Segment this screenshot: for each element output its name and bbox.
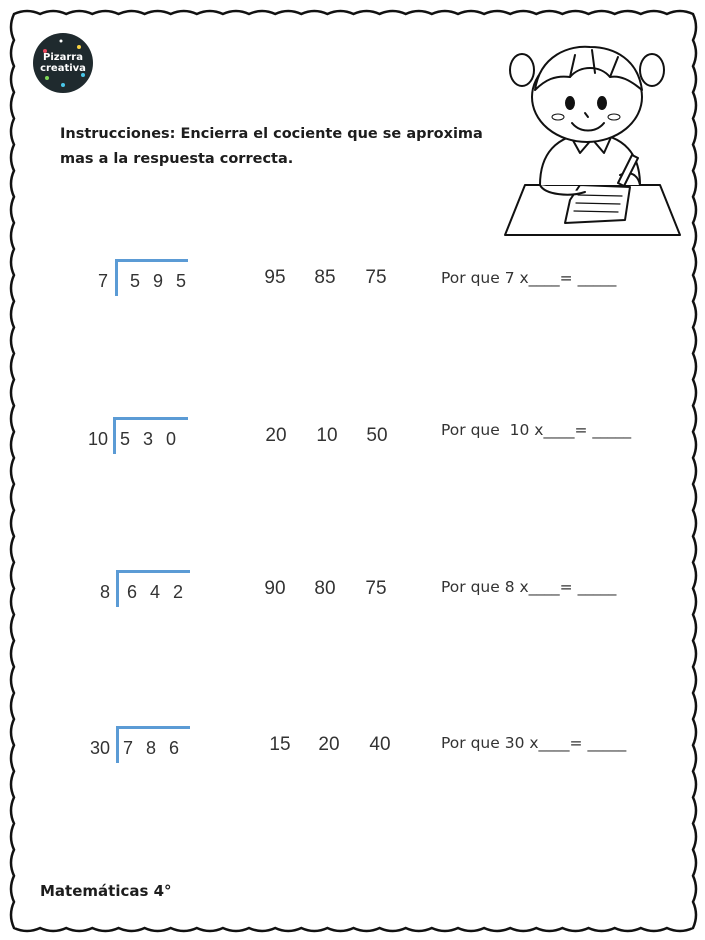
answer-option[interactable]: 95: [264, 267, 286, 288]
divisor: 8: [99, 582, 110, 602]
answer-option[interactable]: 50: [366, 425, 388, 446]
check-statement: Por que 7 x____= _____: [441, 269, 617, 287]
dividend: 7 8 6: [123, 738, 184, 758]
answer-option[interactable]: 20: [265, 425, 287, 446]
problem-row-4: [0, 734, 705, 798]
dividend: 5 3 0: [120, 429, 181, 449]
divisor: 30: [89, 738, 110, 758]
divisor: 7: [97, 271, 108, 291]
answer-option[interactable]: 10: [316, 425, 338, 446]
answer-option[interactable]: 90: [264, 578, 286, 599]
girl-writing-icon: [500, 35, 685, 240]
instructions-line-2: mas a la respuesta correcta.: [60, 151, 294, 167]
footer-subject: Matemáticas 4°: [40, 882, 172, 900]
pizarra-creativa-logo: [33, 33, 93, 93]
answer-option[interactable]: 40: [369, 734, 391, 755]
problem-row-3: [0, 578, 705, 642]
check-statement: Por que 30 x____= _____: [441, 734, 627, 752]
answer-option[interactable]: 15: [269, 734, 291, 755]
answer-option[interactable]: 20: [318, 734, 340, 755]
divisor: 10: [87, 429, 108, 449]
answer-option[interactable]: 85: [314, 267, 336, 288]
logo-line-1: Pizarra: [43, 52, 83, 63]
instructions-line-1: Instrucciones: Encierra el cociente que se aproxima: [60, 126, 483, 142]
dividend: 5 9 5: [130, 271, 191, 291]
problem-row-2: [0, 421, 705, 489]
logo-line-2: creativa: [40, 63, 86, 74]
check-statement: Por que 8 x____= _____: [441, 578, 617, 596]
problem-row-1: [0, 267, 705, 331]
answer-option[interactable]: 80: [314, 578, 336, 599]
answer-option[interactable]: 75: [365, 267, 387, 288]
instructions: [60, 122, 520, 172]
check-statement: Por que 10 x____= _____: [441, 421, 632, 439]
dividend: 6 4 2: [127, 582, 188, 602]
answer-option[interactable]: 75: [365, 578, 387, 599]
